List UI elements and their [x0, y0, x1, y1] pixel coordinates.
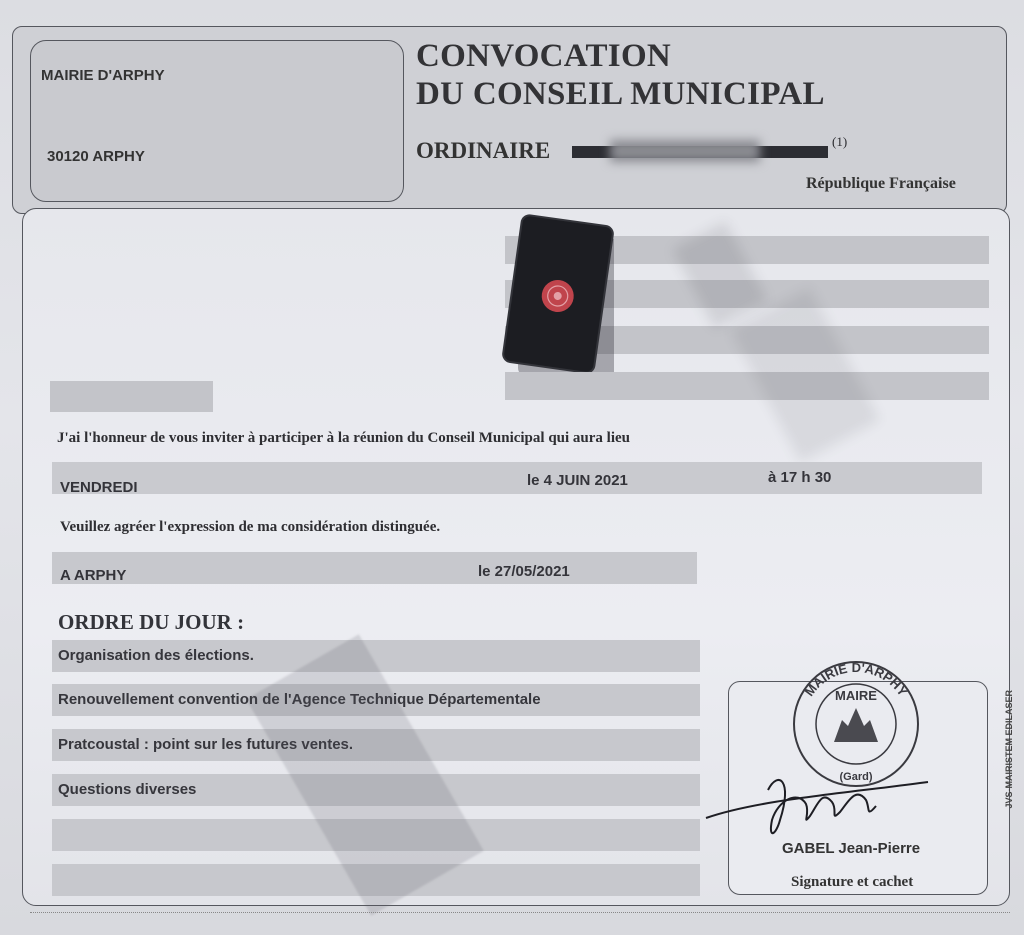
- handwritten-signature: [698, 760, 938, 850]
- mairie-address-box: [30, 40, 404, 202]
- postal-city: 30120 ARPHY: [47, 148, 145, 165]
- meeting-time: à 17 h 30: [768, 469, 832, 486]
- footnote-marker: (1): [832, 134, 848, 149]
- place-row-fill: [52, 552, 697, 584]
- redacted-recipient-line: [505, 372, 989, 400]
- bottom-dotted-line: [30, 912, 1010, 913]
- meeting-day: VENDREDI: [60, 479, 138, 496]
- side-print-text: JVS-MAIRISTEM EDILASER: [1004, 690, 1014, 809]
- date-row-fill: [52, 462, 982, 494]
- agenda-heading: ORDRE DU JOUR :: [58, 610, 245, 634]
- ordinaire-label: ORDINAIRE: [416, 138, 551, 163]
- black-badge: [502, 214, 614, 372]
- agenda-item-text: Renouvellement convention de l'Agence Technique Départementale: [58, 691, 541, 708]
- title-line-1: CONVOCATION: [416, 38, 672, 74]
- redacted-salutation: [50, 381, 213, 412]
- place-date: le 27/05/2021: [478, 563, 570, 580]
- agenda-item-text: Organisation des élections.: [58, 647, 254, 664]
- stamp-center-text: MAIRE: [835, 688, 877, 703]
- redaction-blur: [610, 140, 760, 162]
- closing-formula: Veuillez agréer l'expression de ma considération distinguée.: [60, 519, 441, 535]
- meeting-date: le 4 JUIN 2021: [527, 472, 628, 489]
- stamp-bottom-text: (Gard): [839, 771, 873, 783]
- place-label: A ARPHY: [60, 567, 127, 584]
- agenda-item-text: Questions diverses: [58, 781, 197, 798]
- agenda-item-text: Pratcoustal : point sur les futures ventes.: [58, 736, 354, 753]
- mairie-name: MAIRIE D'ARPHY: [41, 67, 165, 84]
- signatory-name: GABEL Jean-Pierre: [782, 840, 921, 857]
- invitation-text: J'ai l'honneur de vous inviter à participer à la réunion du Conseil Municipal qui aura lieu: [57, 430, 631, 446]
- signature-label: Signature et cachet: [791, 874, 914, 890]
- republique-label: République Française: [806, 175, 956, 192]
- title-line-2: DU CONSEIL MUNICIPAL: [416, 76, 825, 112]
- stamp-top-text: MAIRIE D'ARPHY: [801, 659, 911, 699]
- stamp-emblem-icon: [834, 708, 878, 742]
